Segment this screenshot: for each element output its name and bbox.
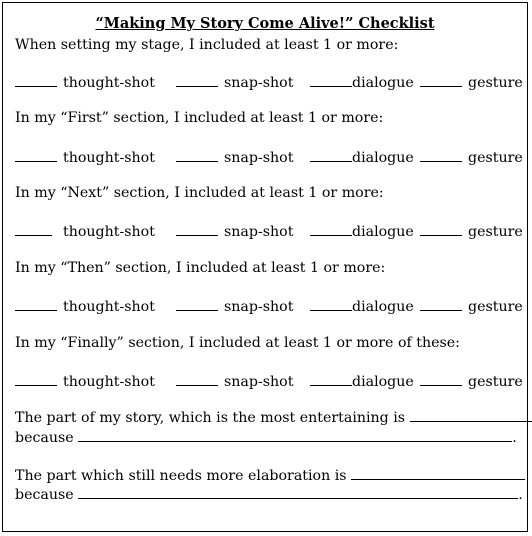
answer-blank[interactable] xyxy=(15,298,57,311)
answer-blank[interactable] xyxy=(310,298,352,311)
gesture-option: gesture xyxy=(420,223,523,240)
snap-shot-option: snap-shot xyxy=(176,373,293,390)
elaboration-prompt: The part which still needs more elaboration is xyxy=(15,467,525,484)
gesture-option: gesture xyxy=(420,74,523,91)
thought-shot-option: thought-shot xyxy=(15,223,155,240)
answer-blank[interactable] xyxy=(420,298,462,311)
dialogue-option: dialogue xyxy=(310,298,414,315)
answer-blank[interactable] xyxy=(15,149,57,162)
section-prompt: In my “Then” section, I included at least 1 or more: xyxy=(15,260,386,276)
answer-blank[interactable] xyxy=(15,74,57,87)
answer-blank[interactable] xyxy=(176,298,218,311)
thought-shot-option: thought-shot xyxy=(15,74,155,91)
answer-blank[interactable] xyxy=(15,223,52,236)
section-prompt: In my “First” section, I included at least 1 or more: xyxy=(15,110,384,126)
entertaining-part-blank[interactable] xyxy=(410,409,532,422)
snap-shot-option: snap-shot xyxy=(176,298,293,315)
elaboration-part-blank[interactable] xyxy=(351,467,525,480)
entertaining-because-line: because . xyxy=(15,430,517,446)
snap-shot-option: snap-shot xyxy=(176,74,293,91)
section-prompt: In my “Next” section, I included at least 1 or more: xyxy=(15,185,384,201)
snap-shot-option: snap-shot xyxy=(176,223,293,240)
answer-blank[interactable] xyxy=(310,149,352,162)
dialogue-option: dialogue xyxy=(310,223,414,240)
dialogue-option: dialogue xyxy=(310,373,414,390)
checklist-sheet xyxy=(2,2,528,532)
answer-blank[interactable] xyxy=(310,74,352,87)
checklist-title: “Making My Story Come Alive!” Checklist xyxy=(95,15,435,32)
dialogue-option: dialogue xyxy=(310,74,414,91)
answer-blank[interactable] xyxy=(420,149,462,162)
answer-blank[interactable] xyxy=(176,373,218,386)
dialogue-option: dialogue xyxy=(310,149,414,166)
section-prompt: In my “Finally” section, I included at least 1 or more of these: xyxy=(15,335,460,351)
answer-blank[interactable] xyxy=(310,373,352,386)
answer-blank[interactable] xyxy=(310,223,352,236)
answer-blank[interactable] xyxy=(420,223,462,236)
section-prompt: When setting my stage, I included at least 1 or more: xyxy=(15,37,399,53)
thought-shot-option: thought-shot xyxy=(15,373,155,390)
entertaining-prompt: The part of my story, which is the most entertaining is xyxy=(15,409,532,426)
answer-blank[interactable] xyxy=(15,373,57,386)
answer-blank[interactable] xyxy=(420,373,462,386)
thought-shot-option: thought-shot xyxy=(15,298,155,315)
elaboration-because-line: because . xyxy=(15,487,523,503)
gesture-option: gesture xyxy=(420,149,523,166)
thought-shot-option: thought-shot xyxy=(15,149,155,166)
answer-blank[interactable] xyxy=(176,149,218,162)
elaboration-because-blank[interactable] xyxy=(78,486,518,499)
answer-blank[interactable] xyxy=(176,223,218,236)
gesture-option: gesture xyxy=(420,298,523,315)
gesture-option: gesture xyxy=(420,373,523,390)
entertaining-because-blank[interactable] xyxy=(78,429,512,442)
answer-blank[interactable] xyxy=(176,74,218,87)
snap-shot-option: snap-shot xyxy=(176,149,293,166)
answer-blank[interactable] xyxy=(420,74,462,87)
